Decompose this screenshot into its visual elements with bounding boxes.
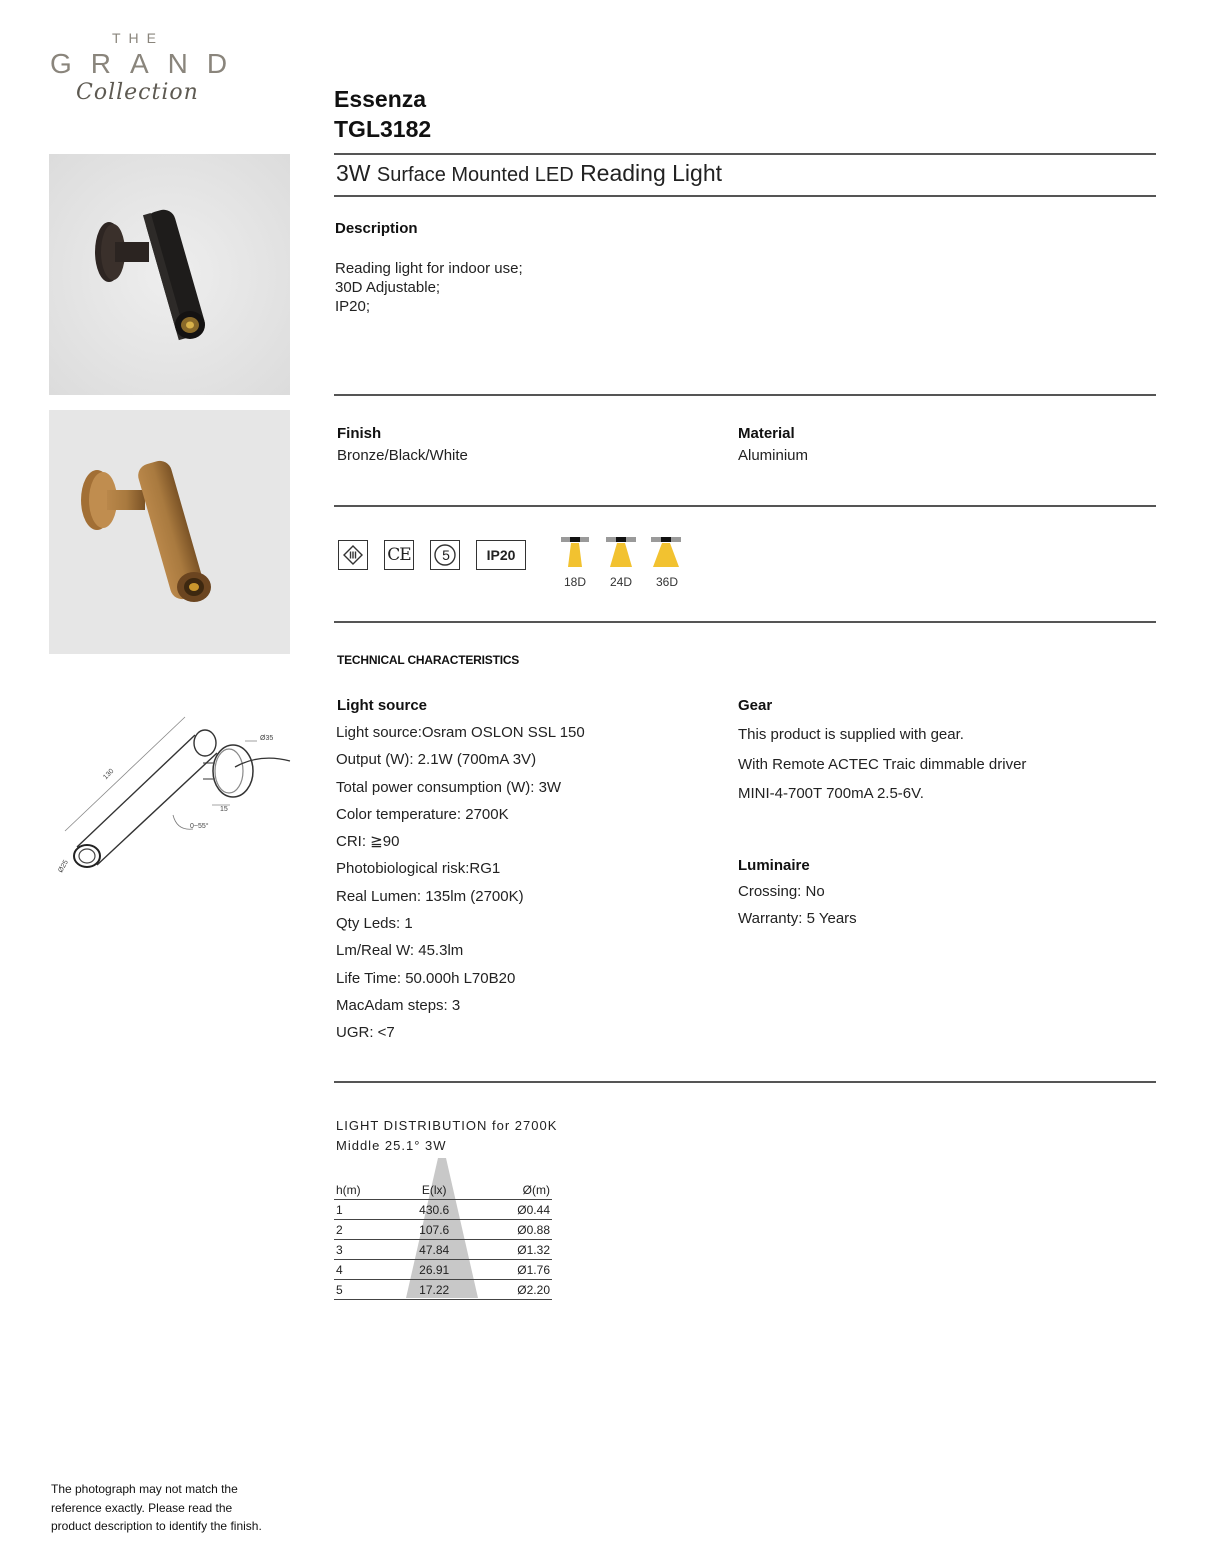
header-illuminance: E(lx) <box>397 1180 472 1200</box>
material-label: Material <box>738 425 795 442</box>
dim-tube-diameter: Ø25 <box>57 859 70 874</box>
beam-36d-icon <box>651 537 681 571</box>
logo-line-the: THE <box>112 30 164 46</box>
dimension-drawing <box>55 705 295 890</box>
row-height: 5 <box>334 1280 397 1300</box>
light-source-specs <box>336 719 585 1047</box>
divider <box>334 621 1156 623</box>
row-diameter: Ø2.20 <box>472 1280 553 1300</box>
distribution-table <box>334 1180 552 1300</box>
dim-base-diameter: Ø35 <box>260 735 274 742</box>
luminaire-heading: Luminaire <box>738 857 810 874</box>
header-height: h(m) <box>334 1180 397 1200</box>
row-illuminance: 47.84 <box>397 1240 472 1260</box>
spec-line: Qty Leds: 1 <box>336 915 413 933</box>
spec-line: Light source:Osram OSLON SSL 150 <box>336 724 585 741</box>
disclaimer-line: reference exactly. Please read the <box>51 1500 233 1515</box>
row-height: 3 <box>334 1240 397 1260</box>
finish-value: Bronze/Black/White <box>337 447 468 464</box>
table-row <box>334 1200 552 1220</box>
beam-36d-label: 36D <box>655 575 678 589</box>
material-value: Aluminium <box>738 447 809 464</box>
description-line: Reading light for indoor use; <box>335 260 523 277</box>
table-row <box>334 1280 552 1300</box>
luminaire-info <box>738 878 857 933</box>
spec-line: Color temperature: 2700K <box>336 805 509 823</box>
logo-line-grand: GRAND <box>50 48 247 79</box>
product-title <box>334 84 431 144</box>
gear-line: With Remote ACTEC Traic dimmable driver <box>738 755 1027 773</box>
spec-line: Real Lumen: 135lm (2700K) <box>336 887 524 905</box>
luminaire-line: Crossing: No <box>738 883 825 900</box>
disclaimer-line: The photograph may not match the <box>51 1482 238 1496</box>
description-text <box>335 259 523 316</box>
divider <box>334 394 1156 396</box>
subtitle-power: 3W <box>336 160 371 186</box>
warranty-years: 5 <box>442 547 450 563</box>
table-header-row <box>334 1180 552 1200</box>
black-lamp-illustration <box>49 154 290 395</box>
light-source-heading: Light source <box>337 697 428 714</box>
product-photo-bronze <box>49 410 290 654</box>
row-illuminance: 17.22 <box>397 1280 472 1300</box>
spec-line: Total power consumption (W): 3W <box>336 778 562 796</box>
beam-18d-icon <box>561 537 589 571</box>
description-line: 30D Adjustable; <box>335 279 441 296</box>
dim-offset: 15 <box>220 806 228 813</box>
product-photo-black <box>49 154 290 395</box>
row-diameter: Ø0.88 <box>472 1220 553 1240</box>
gear-info <box>738 720 1026 809</box>
row-illuminance: 430.6 <box>397 1200 472 1220</box>
luminaire-line: Warranty: 5 Years <box>738 910 857 928</box>
logo-line-collection: Collection <box>76 80 199 105</box>
subtitle-end: Reading Light <box>580 160 723 186</box>
beam-24d-icon <box>606 537 636 571</box>
spec-line: Lm/Real W: 45.3lm <box>336 942 464 960</box>
distribution-subtitle: Middle 25.1° 3W <box>336 1138 447 1153</box>
header-diameter: Ø(m) <box>472 1180 553 1200</box>
ip-rating-badge <box>476 540 526 570</box>
spec-line: UGR: <7 <box>336 1024 395 1042</box>
gear-line: This product is supplied with gear. <box>738 726 964 743</box>
beam-18d-label: 18D <box>563 575 586 589</box>
product-name: Essenza <box>334 86 427 112</box>
ip-rating-text: IP20 <box>486 547 516 563</box>
gear-line: MINI-4-700T 700mA 2.5-6V. <box>738 785 924 802</box>
finish-label: Finish <box>337 425 382 442</box>
row-diameter: Ø0.44 <box>472 1200 553 1220</box>
table-row <box>334 1240 552 1260</box>
product-code: TGL3182 <box>334 116 432 142</box>
class-iii-icon <box>338 540 368 570</box>
spec-line: Photobiological risk:RG1 <box>336 860 501 878</box>
table-row <box>334 1220 552 1240</box>
spec-line: CRI: ≧90 <box>336 833 400 851</box>
description-heading: Description <box>335 220 418 237</box>
row-illuminance: 107.6 <box>397 1220 472 1240</box>
dim-length: 130 <box>102 767 116 782</box>
row-illuminance: 26.91 <box>397 1260 472 1280</box>
row-diameter: Ø1.32 <box>472 1240 553 1260</box>
ce-mark-icon: CE <box>384 540 414 570</box>
tech-heading: TECHNICAL CHARACTERISTICS <box>337 653 520 667</box>
divider <box>334 153 1156 155</box>
divider <box>334 505 1156 507</box>
row-height: 1 <box>334 1200 397 1220</box>
row-height: 4 <box>334 1260 397 1280</box>
description-line: IP20; <box>335 298 371 315</box>
divider <box>334 195 1156 197</box>
beam-24d-label: 24D <box>609 575 632 589</box>
divider <box>334 1081 1156 1083</box>
spec-line: Life Time: 50.000h L70B20 <box>336 969 516 987</box>
distribution-title: LIGHT DISTRIBUTION for 2700K <box>336 1118 558 1133</box>
spec-line: Output (W): 2.1W (700mA 3V) <box>336 751 537 769</box>
photo-disclaimer <box>51 1480 311 1536</box>
row-diameter: Ø1.76 <box>472 1260 553 1280</box>
warranty-icon <box>430 540 460 570</box>
subtitle-type: Surface Mounted LED <box>376 164 574 186</box>
distribution-table-body <box>334 1200 552 1300</box>
table-row <box>334 1260 552 1280</box>
bronze-lamp-illustration <box>49 410 290 654</box>
technical-drawing <box>55 705 295 890</box>
spec-line: MacAdam steps: 3 <box>336 996 461 1014</box>
row-height: 2 <box>334 1220 397 1240</box>
dim-angle: 0~55° <box>190 823 209 830</box>
disclaimer-line: product description to identify the finish. <box>51 1519 262 1533</box>
gear-heading: Gear <box>738 697 773 714</box>
product-subtitle <box>336 160 722 187</box>
